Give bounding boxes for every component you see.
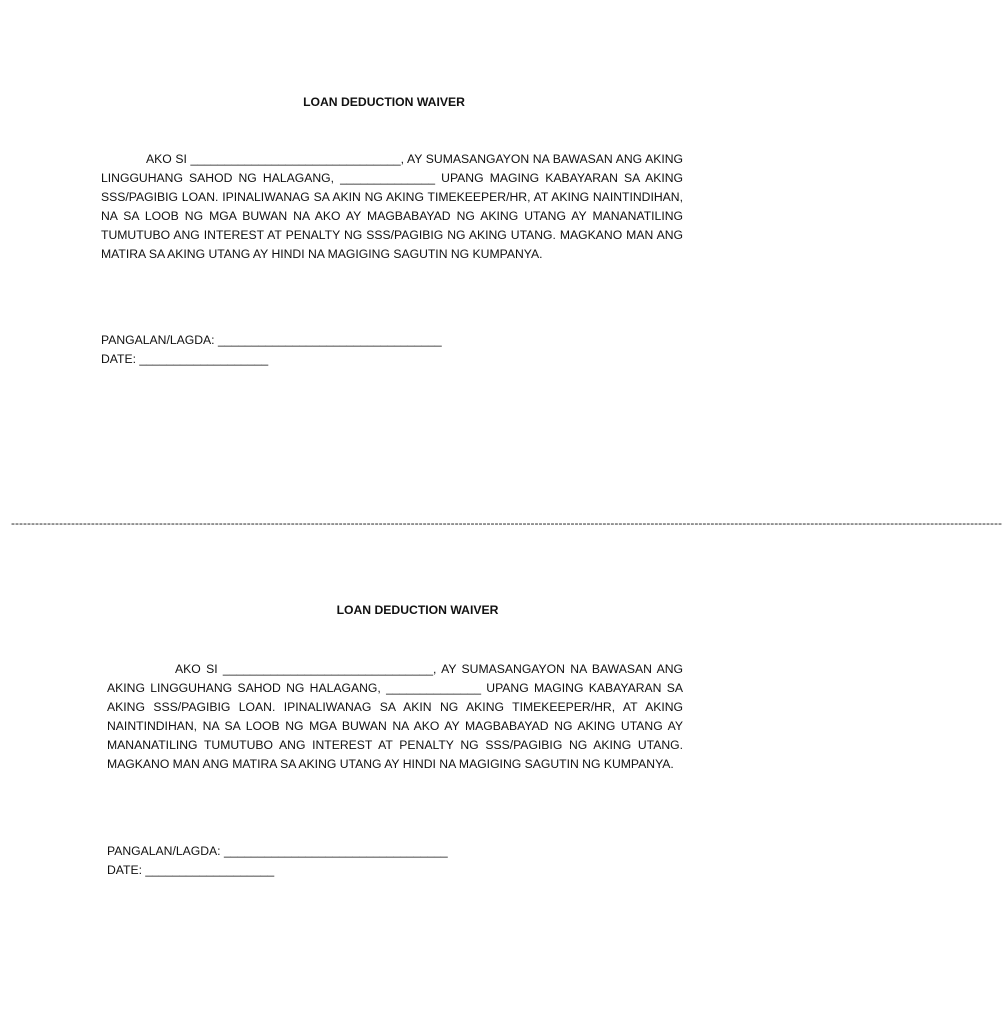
cut-line-divider: --------------------------------------------------------------------------------------------------------------------------------------------------------------------------------------------------------------------------------------------------------: [11, 516, 1002, 530]
waiver-form-bottom: [0, 601, 768, 877]
waiver-body-text: AKO SI _______________________________, AY SUMASANGAYON NA BAWASAN ANG AKING LINGGUHANG SAHOD NG HALAGANG, ______________ UPANG MAGING KABAYARAN SA AKING SSS/PAGIBIG LOAN. IPINALIWANAG SA AKIN NG AKING TIMEKEEPER/HR, AT AKING NAINTINDIHAN, NA SA LOOB NG MGA BUWAN NA AKO AY MAGBABAYAD NG AKING UTANG AY MANANATILING TUMUTUBO ANG INTEREST AT PENALTY NG SSS/PAGIBIG NG AKING UTANG. MAGKANO MAN ANG MATIRA SA AKING UTANG AY HINDI NA MAGIGING SAGUTIN NG KUMPANYA.: [107, 662, 683, 771]
waiver-body: [101, 150, 683, 264]
waiver-title: LOAN DEDUCTION WAIVER: [336, 603, 499, 617]
name-signature-line: PANGALAN/LAGDA: _________________________________: [101, 333, 442, 347]
name-signature-line: PANGALAN/LAGDA: _________________________________: [107, 844, 448, 858]
signature-block: [107, 842, 448, 880]
signature-block: [101, 331, 442, 369]
date-line: DATE: ___________________: [101, 352, 269, 366]
waiver-body: [107, 660, 683, 774]
waiver-title: LOAN DEDUCTION WAIVER: [303, 95, 465, 109]
waiver-form-top: [0, 93, 768, 366]
date-line: DATE: ___________________: [107, 863, 275, 877]
waiver-body-text: AKO SI _______________________________, AY SUMASANGAYON NA BAWASAN ANG AKING LINGGUHANG SAHOD NG HALAGANG, ______________ UPANG MAGING KABAYARAN SA AKING SSS/PAGIBIG LOAN. IPINALIWANAG SA AKIN NG AKING TIMEKEEPER/HR, AT AKING NAINTINDIHAN, NA SA LOOB NG MGA BUWAN NA AKO AY MAGBABAYAD NG AKING UTANG AY MANANATILING TUMUTUBO ANG INTEREST AT PENALTY NG SSS/PAGIBIG NG AKING UTANG. MAGKANO MAN ANG MATIRA SA AKING UTANG AY HINDI NA MAGIGING SAGUTIN NG KUMPANYA.: [101, 152, 683, 261]
